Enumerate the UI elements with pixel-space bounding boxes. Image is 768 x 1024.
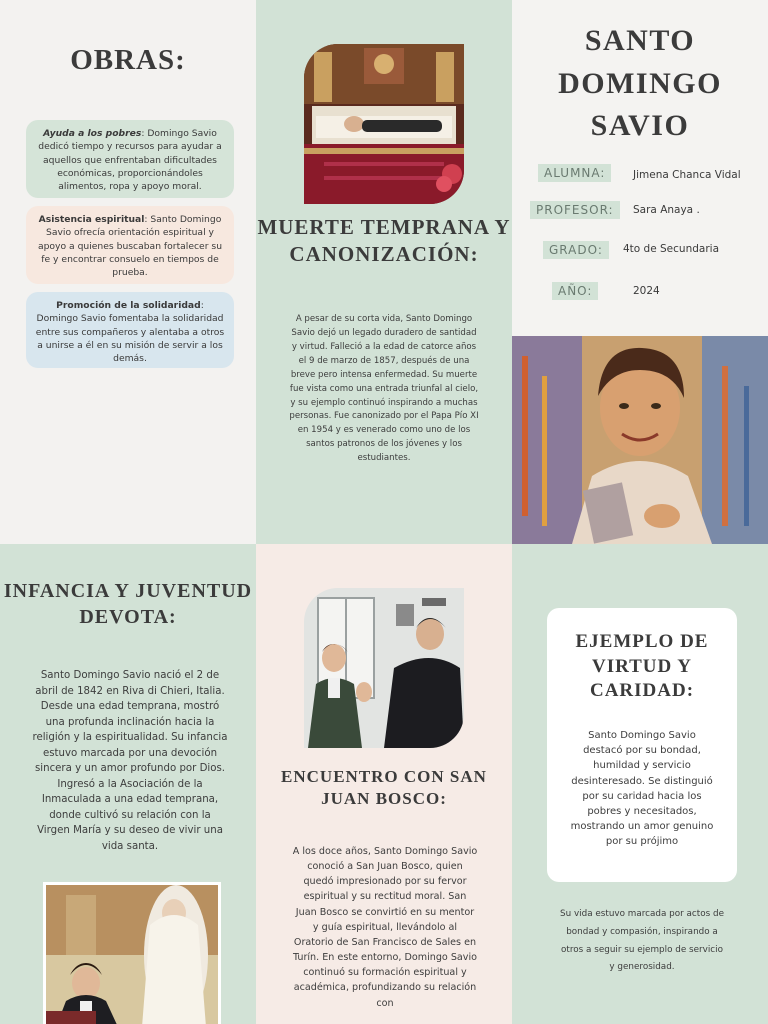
field-label-alumna: ALUMNA:: [538, 164, 611, 182]
panel-encuentro: [256, 544, 512, 1024]
obra-label: Promoción de la solidaridad: [56, 300, 201, 311]
ejemplo-text: Santo Domingo Savio destacó por su bondad, humildad y servicio desinteresado. Se distinguió por su caridad hacia los pobres y necesitados, mostrando un amor genuino por su prójimo: [570, 730, 714, 848]
portada-title: SANTO DOMINGO SAVIO: [558, 24, 722, 143]
infancia-text: Santo Domingo Savio nació el 2 de abril de 1842 en Riva di Chieri, Italia. Desde una edad temprana, mostró una profunda inclinación hacia la religión y la espiritualidad. Su infancia estuvo marcada por una devoción sincera y un amor profundo por Dios. Ingresó a la Asociación de la Inmaculada a una edad temprana, donde cultivó su relación con la Virgen María y su deseo de vivir una vida santa.: [32, 670, 228, 852]
encuentro-title: ENCUENTRO CON SAN JUAN BOSCO:: [281, 767, 487, 808]
panel-portada: [512, 0, 768, 544]
image-santo-funeral: [304, 44, 464, 204]
field-label-profesor: PROFESOR:: [530, 201, 620, 219]
image-santo-don-bosco: [304, 588, 464, 748]
encuentro-text: A los doce años, Santo Domingo Savio conoció a San Juan Bosco, quien quedó impresionado por su fervor espiritual y su rectitud moral. San Juan Bosco se convirtió en su mentor y guía espiritual, llevándolo al Oratorio de San Francisco de Sales en Turín. En este entorno, Domingo Savio continuó su formación espiritual y académica, profundizando su relación con: [292, 846, 478, 1009]
obra-label: Asistencia espiritual: [38, 214, 145, 225]
infancia-title: INFANCIA Y JUVENTUD DEVOTA:: [3, 580, 253, 628]
panel-ejemplo: [512, 544, 768, 1024]
field-value-alumna: Jimena Chanca Vidal: [633, 169, 741, 181]
obra-label: Ayuda a los pobres: [43, 128, 142, 139]
obra-card-ayuda: [26, 120, 234, 198]
obra-text: : Domingo Savio fomentaba la solidaridad entre sus compañeros y alentaba a otros a unirse a él en su misión de servir a los demás.: [35, 300, 225, 365]
muerte-text: A pesar de su corta vida, Santo Domingo Savio dejó un legado duradero de santidad y virtud. Falleció a la edad de catorce años el 9 de marzo de 1857, después de una breve pero intensa enfermedad. Su muerte fue vista como una entrada triunfal al cielo, y su ejemplo continuó inspirando a muchas personas. Fue canonizado por el Papa Pío XI en 1954 y es venerado como uno de los santos patronos de los jóvenes y los estudiantes.: [289, 314, 479, 464]
ejemplo-title: EJEMPLO DE VIRTUD Y CARIDAD:: [575, 631, 709, 702]
obra-card-solidaridad: [26, 292, 234, 368]
obra-text: : Domingo Savio dedicó tiempo y recursos para ayudar a aquellos que enfrentaban dificultades económicas, proporcionándoles alimentos, ropa y apoyo moral.: [38, 128, 222, 193]
ejemplo-card: [547, 608, 737, 882]
image-santo-virgen: [43, 882, 221, 1024]
obra-text: : Santo Domingo Savio ofrecía orientación espiritual y apoyo a quienes buscaban fortalecer su fe y encontrar consuelo en tiempos de prueba.: [37, 214, 223, 279]
field-label-grado: GRADO:: [543, 241, 609, 259]
field-value-profesor: Sara Anaya .: [633, 204, 700, 216]
panel-muerte: [256, 0, 512, 544]
muerte-title: MUERTE TEMPRANA Y CANONIZACIÓN:: [257, 215, 511, 267]
ejemplo-text-secondary: Su vida estuvo marcada por actos de bondad y compasión, inspirando a otros a seguir su ejemplo de servicio y generosidad.: [560, 909, 724, 973]
panel-infancia: [0, 544, 256, 1024]
field-value-ano: 2024: [633, 285, 660, 297]
obra-card-asistencia: [26, 206, 234, 284]
panel-obras: [0, 0, 256, 544]
obras-title: OBRAS:: [70, 44, 186, 76]
field-label-ano: AÑO:: [552, 282, 598, 300]
image-santo-retrato: [512, 336, 768, 544]
field-value-grado: 4to de Secundaria: [623, 243, 719, 255]
